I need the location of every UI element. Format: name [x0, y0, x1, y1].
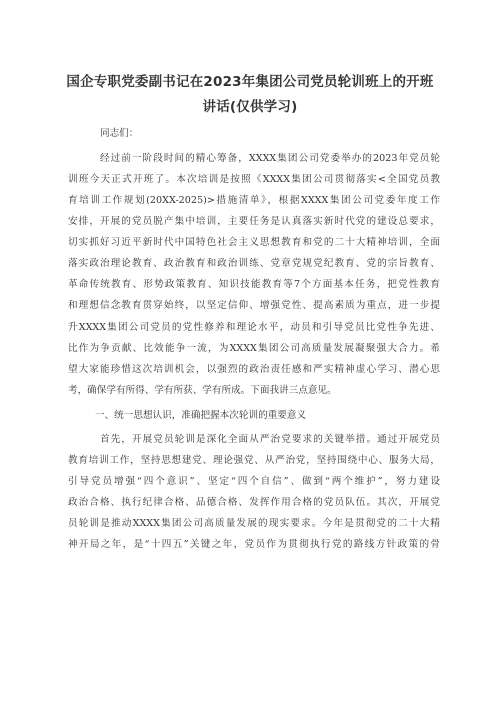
paragraph-line: 和理想信念教育贯穿始终，以坚定信仰、增强党性、提高素质为重点，进一步提	[68, 300, 440, 311]
paragraph-line: 教育培训工作，坚持思想建党、理论强党、从严治党，坚持围绕中心、服务大局，	[68, 455, 440, 466]
paragraph-line: 经过前一阶段时间的精心筹备，XXXX集团公司党委举办的2023年党员轮	[100, 153, 440, 164]
paragraph-line: 员轮训是推动XXXX集团公司高质量发展的现实要求。今年是贯彻党的二十大精	[68, 518, 440, 529]
paragraph-line: 育培训工作规划(20XX-2025)>措施清单》，根据XXXX集团公司党委年度工作	[68, 195, 440, 206]
paragraph-line: 革命传统教育、形势政策教育、知识技能教育等7个方面基本任务，把党性教育	[68, 279, 440, 290]
paragraph-line: 训班今天正式开班了。本次培训是按照《XXXX集团公司贯彻落实<全国党员教	[68, 174, 440, 185]
document-title-line-2: 讲话(仅供学习)	[202, 99, 298, 115]
paragraph-line: 比作为争贡献、比效能争一流，为XXXX集团公司高质量发展凝聚强大合力。希	[68, 343, 440, 354]
paragraph-line: 引导党员增强“四个意识”、坚定“四个自信”、做到“两个维护”，努力建设	[68, 476, 440, 487]
paragraph-line: 政治合格、执行纪律合格、品德合格、发挥作用合格的党员队伍。其次，开展党	[68, 497, 440, 508]
paragraph-line: 神开局之年，是“十四五”关键之年，党员作为贯彻执行党的路线方针政策的骨	[68, 539, 440, 550]
paragraph-line: 切实抓好习近平新时代中国特色社会主义思想教育和党的二十大精神培训，全面	[68, 237, 440, 248]
paragraph-line: 首先，开展党员轮训是深化全面从严治党要求的关键举措。通过开展党员	[100, 434, 440, 445]
section-heading: 一、统一思想认识，准确把握本次轮训的重要意义	[95, 410, 307, 421]
paragraph-line: 落实政治理论教育、政治教育和政治训练、党章党规党纪教育、党的宗旨教育、	[68, 258, 440, 269]
paragraph-line: 安排，开展的党员脱产集中培训，主要任务是认真落实新时代党的建设总要求，	[68, 216, 440, 227]
paragraph-line: 望大家能珍惜这次培训机会，以强烈的政治责任感和严实精神虚心学习、潜心思	[68, 364, 440, 375]
document-title-line-1: 国企专职党委副书记在2023年集团公司党员轮训班上的开班	[66, 74, 434, 90]
paragraph-line: 考，确保学有所得、学有所获、学有所成。下面我讲三点意见。	[68, 385, 337, 396]
salutation: 同志们：	[100, 128, 139, 139]
paragraph-line: 升XXXX集团公司党员的党性修养和理论水平，动员和引导党员比党性争先进、	[68, 322, 440, 333]
